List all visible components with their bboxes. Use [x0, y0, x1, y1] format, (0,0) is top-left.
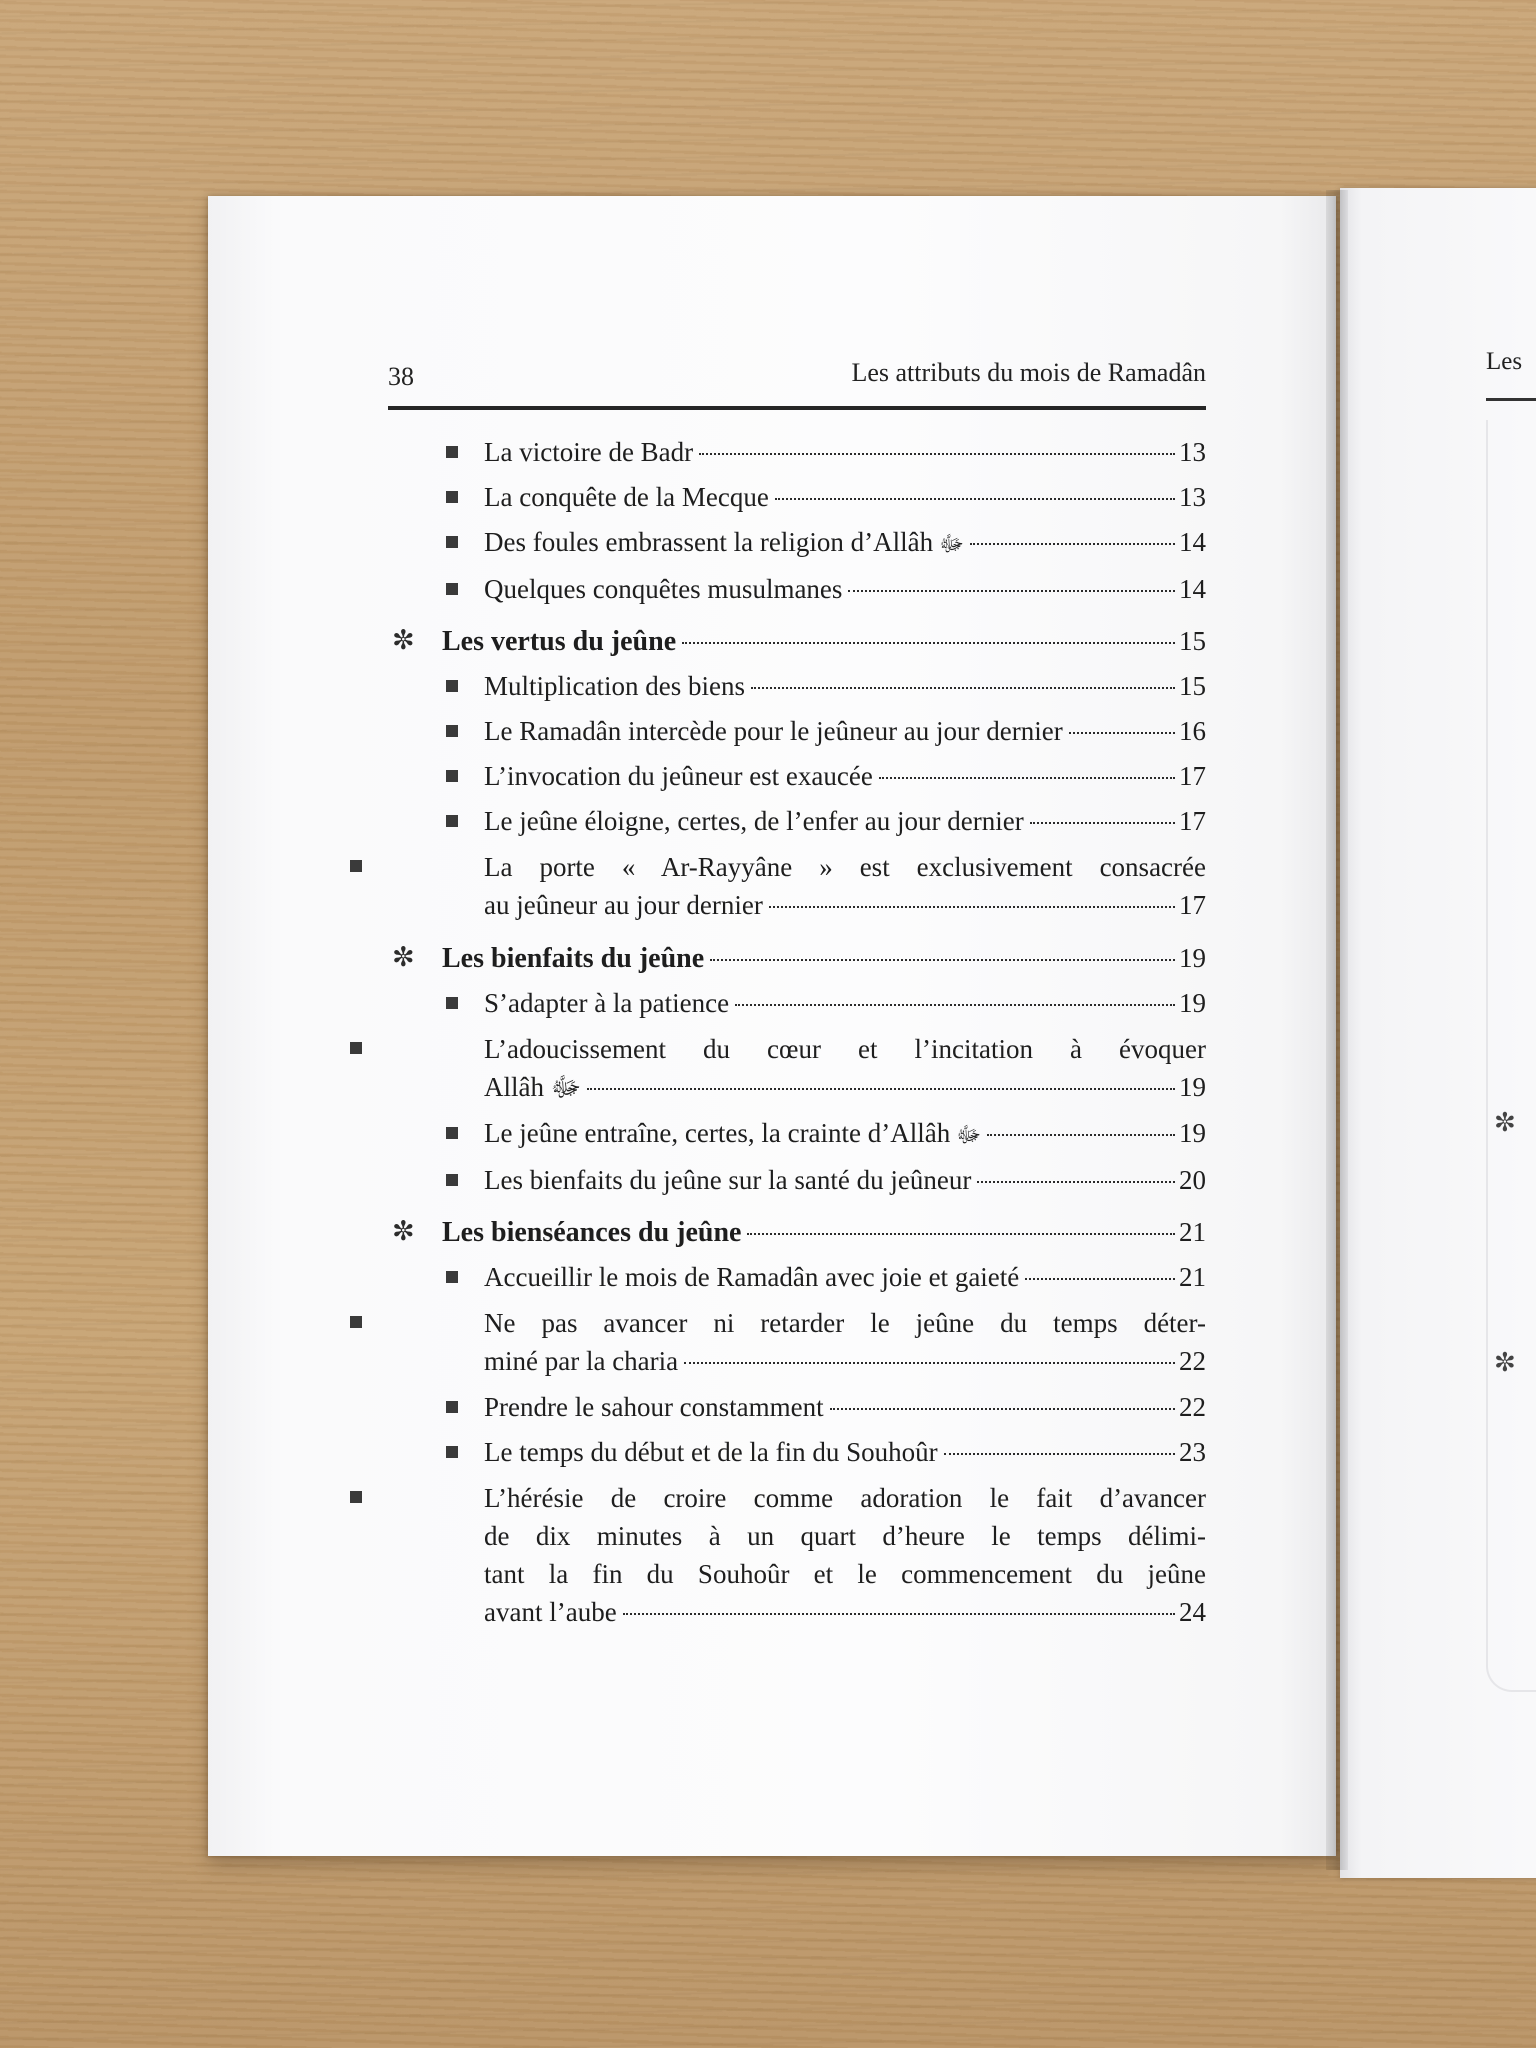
dot-leader [587, 1088, 1175, 1090]
dot-leader [751, 687, 1175, 689]
square-bullet-icon [446, 583, 458, 595]
toc-entry-last-line [484, 1593, 1206, 1631]
toc-entry-page: 13 [1179, 482, 1206, 512]
dot-leader [623, 1613, 1175, 1615]
toc-entry-page: 14 [1179, 574, 1206, 604]
right-page-rule [1486, 398, 1536, 401]
dot-leader [1069, 732, 1175, 734]
toc-section-page: 21 [1179, 1217, 1206, 1247]
toc-entry-page: 23 [1179, 1437, 1206, 1467]
dot-leader [1025, 1278, 1175, 1280]
toc-section-label: Les vertus du jeûne [442, 626, 677, 657]
toc-entry [388, 524, 1206, 562]
dot-leader [684, 1362, 1175, 1364]
toc-entry [388, 571, 1206, 607]
toc-entry [388, 1030, 1206, 1106]
square-bullet-icon [446, 1127, 458, 1139]
dot-leader [710, 959, 1175, 961]
toc-entry [388, 1434, 1206, 1470]
toc-entry-page: 16 [1179, 716, 1206, 746]
toc-entry [388, 434, 1206, 470]
toc-entry-page: 17 [1179, 761, 1206, 791]
toc-entry-label: Prendre le sahour constamment [484, 1392, 824, 1422]
right-page-title-fragment: Les [1486, 348, 1523, 375]
toc-entry-page: 20 [1179, 1165, 1206, 1195]
toc-entry [388, 1479, 1206, 1631]
square-bullet-icon [446, 1174, 458, 1186]
dot-leader [830, 1408, 1175, 1410]
square-bullet-icon [446, 1446, 458, 1458]
toc-entry-label: Multiplication des biens [484, 671, 745, 701]
dot-leader [769, 906, 1175, 908]
toc-entry-label: Le jeûne éloigne, certes, de l’enfer au jour dernier [484, 806, 1024, 836]
dot-leader [682, 642, 1175, 644]
honorific-glyph: ﷻ [956, 1122, 982, 1147]
toc-entry [388, 1259, 1206, 1295]
toc-entry [388, 1162, 1206, 1198]
toc-entry [388, 713, 1206, 749]
square-bullet-icon [446, 815, 458, 827]
page-title: Les attributs du mois de Ramadân [851, 358, 1206, 387]
toc-entry-page: 17 [1179, 890, 1206, 920]
header-rule [388, 406, 1206, 410]
square-bullet-icon [350, 860, 362, 872]
toc-entry-page: 21 [1179, 1262, 1206, 1292]
square-bullet-icon [446, 1401, 458, 1413]
toc-entry-label: S’adapter à la patience [484, 988, 730, 1018]
dot-leader [944, 1453, 1175, 1455]
square-bullet-icon [446, 725, 458, 737]
toc-entry-page: 19 [1179, 1118, 1206, 1148]
flower-star-icon: ✼ [392, 1216, 415, 1246]
toc-entry-label-tail: avant l’aube [484, 1597, 617, 1627]
right-page-star-icon: ✼ [1494, 1348, 1516, 1377]
toc-entry-label: Le Ramadân intercède pour le jeûneur au jour dernier [484, 716, 1063, 746]
toc-entry-label-tail: Allâh ﷻ [484, 1072, 582, 1102]
running-head [388, 358, 1206, 392]
toc-entry-label: Les bienfaits du jeûne sur la santé du jeûneur [484, 1165, 972, 1195]
toc-entry [388, 1389, 1206, 1425]
toc-section-label: Les bienfaits du jeûne [442, 943, 705, 974]
toc-entry [388, 479, 1206, 515]
toc-entry-page: 19 [1179, 988, 1206, 1018]
square-bullet-icon [446, 770, 458, 782]
toc-entry-page: 15 [1179, 671, 1206, 701]
toc-entry-label-line: tant la fin du Souhoûr et le commencement du jeûne [484, 1559, 1206, 1589]
dot-leader [977, 1181, 1175, 1183]
toc-entry [388, 848, 1206, 924]
toc-section-label: Les bienséances du jeûne [442, 1217, 742, 1248]
honorific-glyph: ﷻ [939, 531, 964, 556]
toc-entry-page: 19 [1179, 1072, 1206, 1102]
toc-entry-label: Accueillir le mois de Ramadân avec joie et gaieté [484, 1262, 1020, 1292]
square-bullet-icon [446, 536, 458, 548]
toc-entry-last-line [484, 886, 1206, 924]
toc-entry-label-line: de dix minutes à un quart d’heure le temps délimi- [484, 1521, 1206, 1551]
right-page-frame [1486, 420, 1536, 1692]
toc-entry [388, 985, 1206, 1021]
dot-leader [699, 453, 1175, 455]
dot-leader [747, 1233, 1175, 1235]
flower-star-icon: ✼ [392, 625, 415, 655]
toc-entry-last-line [484, 1068, 1206, 1106]
dot-leader [987, 1134, 1175, 1136]
toc-section-page: 15 [1179, 626, 1206, 656]
square-bullet-icon [446, 1271, 458, 1283]
toc-entry [388, 758, 1206, 794]
toc-entry [388, 1304, 1206, 1380]
toc-entry-page: 13 [1179, 437, 1206, 467]
square-bullet-icon [446, 680, 458, 692]
square-bullet-icon [446, 491, 458, 503]
toc-entry [388, 1115, 1206, 1153]
toc-entry-label: Le jeûne entraîne, certes, la crainte d’Allâh [484, 1118, 951, 1148]
toc-entry-label-line: La porte « Ar-Rayyâne » est exclusivement consacrée [484, 852, 1206, 882]
square-bullet-icon [350, 1316, 362, 1328]
toc-entry-label: La victoire de Badr [484, 437, 694, 467]
toc-entry-label-line: L’adoucissement du cœur et l’incitation à évoquer [484, 1034, 1206, 1064]
square-bullet-icon [446, 997, 458, 1009]
toc-entry-label-line: L’hérésie de croire comme adoration le fait d’avancer [484, 1483, 1206, 1513]
page-number: 38 [388, 362, 414, 391]
toc-entry-label: Quelques conquêtes musulmanes [484, 574, 843, 604]
toc-entry-last-line [484, 1342, 1206, 1380]
toc-section [388, 623, 1206, 660]
right-page-star-icon: ✼ [1494, 1108, 1516, 1137]
toc-section-page: 19 [1179, 943, 1206, 973]
table-of-contents [388, 434, 1206, 1640]
toc-entry-label: L’invocation du jeûneur est exaucée [484, 761, 873, 791]
dot-leader [735, 1004, 1175, 1006]
toc-entry-page: 22 [1179, 1392, 1206, 1422]
toc-entry-page: 24 [1179, 1597, 1206, 1627]
toc-section [388, 1214, 1206, 1251]
toc-section [388, 940, 1206, 977]
toc-entry-label: Le temps du début et de la fin du Souhoûr [484, 1437, 938, 1467]
toc-entry-label: Des foules embrassent la religion d’Allâh [484, 527, 934, 557]
toc-entry-label-tail: miné par la charia [484, 1346, 679, 1376]
dot-leader [848, 590, 1175, 592]
square-bullet-icon [350, 1042, 362, 1054]
book-gutter [1326, 190, 1348, 1870]
square-bullet-icon [350, 1491, 362, 1503]
dot-leader [879, 777, 1175, 779]
dot-leader [1030, 822, 1175, 824]
toc-entry-page: 22 [1179, 1346, 1206, 1376]
toc-entry [388, 668, 1206, 704]
square-bullet-icon [446, 446, 458, 458]
toc-entry-label-tail: au jeûneur au jour dernier [484, 890, 763, 920]
toc-entry [388, 803, 1206, 839]
dot-leader [970, 543, 1175, 545]
toc-entry-page: 14 [1179, 527, 1206, 557]
dot-leader [775, 498, 1175, 500]
toc-entry-label-line: Ne pas avancer ni retarder le jeûne du temps déter- [484, 1308, 1206, 1338]
toc-entry-page: 17 [1179, 806, 1206, 836]
toc-entry-label: La conquête de la Mecque [484, 482, 769, 512]
flower-star-icon: ✼ [392, 942, 415, 972]
